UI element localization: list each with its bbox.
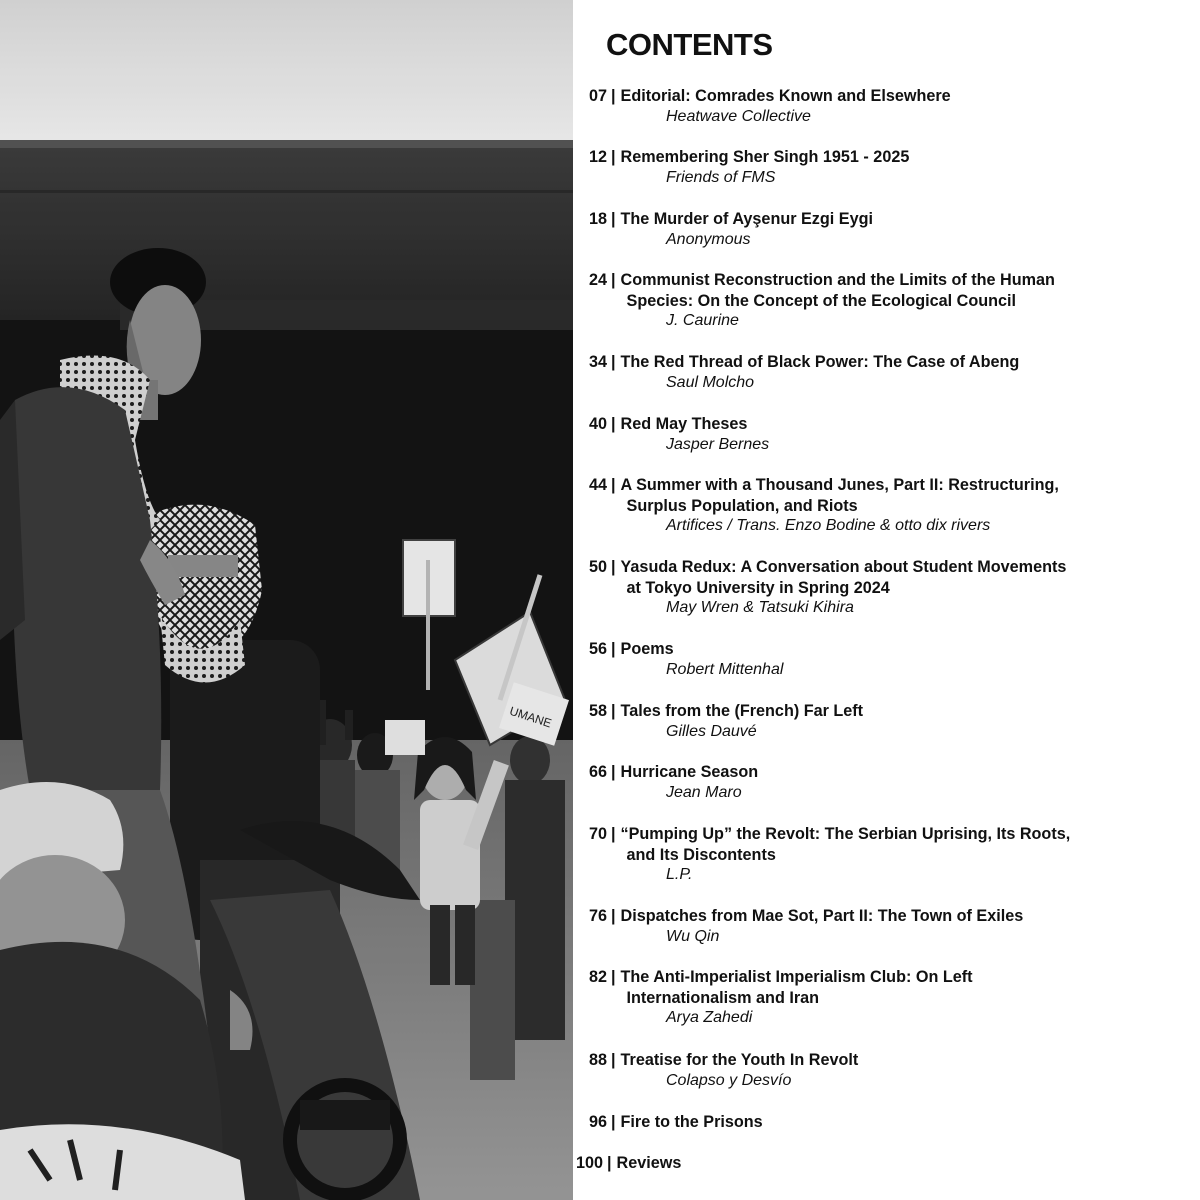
toc-entry[interactable] <box>573 1050 1200 1091</box>
toc-entry-title: Remembering Sher Singh 1951 - 2025 <box>620 148 910 166</box>
toc-entry-title: The Anti-Imperialist Imperialism Club: On Left Internationalism and Iran <box>620 968 973 1007</box>
toc-page-number: 100 <box>575 1154 603 1172</box>
toc-entry[interactable] <box>573 639 1200 680</box>
toc-entry-author: Artifices / Trans. Enzo Bodine & otto dix rivers <box>666 517 991 534</box>
toc-page-number: 70 <box>588 825 607 843</box>
toc-entry[interactable] <box>573 270 1200 332</box>
toc-page-number: 12 <box>588 148 607 166</box>
toc-entry-author: May Wren & Tatsuki Kihira <box>666 599 854 616</box>
toc-entry[interactable] <box>573 475 1200 537</box>
toc-entry-author: Anonymous <box>666 230 751 248</box>
toc-entry-author: Saul Molcho <box>666 373 755 391</box>
toc-entry[interactable] <box>573 1153 1200 1174</box>
toc-separator: | <box>611 271 616 289</box>
toc-entry-title: Dispatches from Mae Sot, Part II: The Town of Exiles <box>620 907 1024 925</box>
toc-page-number: 88 <box>588 1051 607 1069</box>
toc-entry[interactable] <box>573 209 1200 250</box>
toc-page-number: 58 <box>588 702 607 720</box>
toc-entry-author: Friends of FMS <box>666 168 776 186</box>
toc-entry-author: Robert Mittenhal <box>666 660 784 678</box>
table-of-contents <box>573 0 1200 1200</box>
toc-entry-author: Colapso y Desvío <box>666 1071 792 1089</box>
toc-page-number: 34 <box>588 353 607 371</box>
toc-separator: | <box>611 148 616 166</box>
toc-entry[interactable] <box>573 557 1200 619</box>
toc-entry-title: Tales from the (French) Far Left <box>620 702 864 720</box>
toc-separator: | <box>611 87 616 105</box>
toc-entry-author: Heatwave Collective <box>666 107 811 125</box>
toc-separator: | <box>611 640 616 658</box>
contents-heading: CONTENTS <box>606 27 773 62</box>
toc-entry-title: Reviews <box>616 1154 682 1172</box>
toc-entry[interactable] <box>573 906 1200 947</box>
toc-entry-author: Jean Maro <box>666 783 742 801</box>
toc-entry[interactable] <box>573 352 1200 393</box>
toc-separator: | <box>611 558 616 576</box>
toc-page-number: 76 <box>588 907 607 925</box>
toc-separator: | <box>611 353 616 371</box>
protest-photograph <box>0 0 573 1200</box>
toc-separator: | <box>611 1051 616 1069</box>
toc-separator: | <box>607 1154 612 1172</box>
toc-entry-author: L.P. <box>666 866 693 883</box>
toc-page-number: 24 <box>588 271 607 289</box>
toc-entry-author: Arya Zahedi <box>666 1009 753 1026</box>
toc-separator: | <box>611 702 616 720</box>
toc-separator: | <box>611 1113 616 1131</box>
toc-entry-title: Poems <box>620 640 674 658</box>
toc-page-number: 44 <box>588 476 607 494</box>
toc-entry-author: Wu Qin <box>666 927 720 945</box>
toc-entry[interactable] <box>573 1112 1200 1133</box>
toc-separator: | <box>611 825 616 843</box>
toc-separator: | <box>611 415 616 433</box>
toc-entry-title: The Murder of Ayşenur Ezgi Eygi <box>620 210 873 228</box>
toc-entry[interactable] <box>573 762 1200 803</box>
protest-photo-illustration <box>0 0 573 1200</box>
toc-entry-title: Yasuda Redux: A Conversation about Student Movements at Tokyo University in Spring 2024 <box>620 558 1067 597</box>
toc-page-number: 07 <box>588 87 607 105</box>
toc-page-number: 96 <box>588 1113 607 1131</box>
toc-entry[interactable] <box>573 86 1200 127</box>
toc-entry-title: Red May Theses <box>620 415 748 433</box>
toc-entry-title: The Red Thread of Black Power: The Case of Abeng <box>620 353 1020 371</box>
toc-page-number: 56 <box>588 640 607 658</box>
toc-entry-title: Communist Reconstruction and the Limits of the Human Species: On the Concept of the Ecological Council <box>620 271 1055 310</box>
toc-entry[interactable] <box>573 147 1200 188</box>
toc-entry[interactable] <box>573 701 1200 742</box>
toc-page-number: 40 <box>588 415 607 433</box>
toc-entry[interactable] <box>573 967 1200 1029</box>
toc-page-number: 66 <box>588 763 607 781</box>
toc-separator: | <box>611 476 616 494</box>
toc-entry[interactable] <box>573 824 1200 886</box>
toc-entry-title: Editorial: Comrades Known and Elsewhere <box>620 87 951 105</box>
toc-page-number: 50 <box>588 558 607 576</box>
toc-page-number: 82 <box>588 968 607 986</box>
toc-entry-author: J. Caurine <box>666 312 739 329</box>
toc-entry-title: A Summer with a Thousand Junes, Part II: Restructuring, Surplus Population, and Riots <box>620 476 1059 515</box>
toc-separator: | <box>611 763 616 781</box>
toc-entry-title: “Pumping Up” the Revolt: The Serbian Uprising, Its Roots, and Its Discontents <box>620 825 1071 864</box>
toc-entry-title: Fire to the Prisons <box>620 1113 763 1131</box>
sign-text: UMANE <box>507 703 554 731</box>
toc-entry[interactable] <box>573 414 1200 455</box>
toc-entry-author: Jasper Bernes <box>666 435 770 453</box>
toc-entry-title: Treatise for the Youth In Revolt <box>620 1051 859 1069</box>
toc-separator: | <box>611 968 616 986</box>
toc-entry-author: Gilles Dauvé <box>666 722 757 740</box>
toc-separator: | <box>611 210 616 228</box>
toc-page-number: 18 <box>588 210 607 228</box>
toc-separator: | <box>611 907 616 925</box>
toc-entry-title: Hurricane Season <box>620 763 759 781</box>
